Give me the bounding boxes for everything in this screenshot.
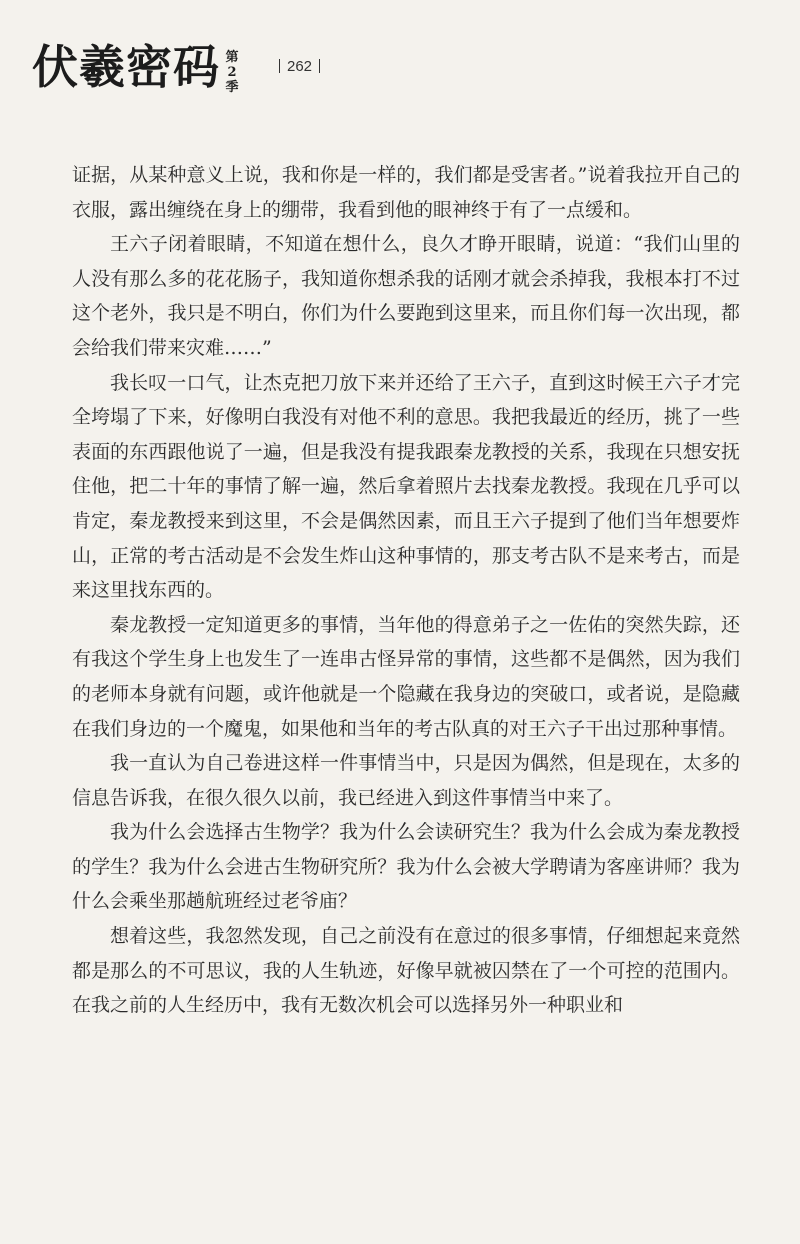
season-label: 第2季 (225, 50, 239, 95)
paragraph: 我长叹一口气，让杰克把刀放下来并还给了王六子，直到这时候王六子才完全垮塌了下来，好像明白我没有对他不利的意思。我把我最近的经历，挑了一些表面的东西跟他说了一遍，但是我没有提我跟秦龙教授的关系，我现在只想安抚住他，把二十年的事情了解一遍，然后拿着照片去找秦龙教授。我现在几乎可以肯定，秦龙教授来到这里，不会是偶然因素，而且王六子提到了他们当年想要炸山，正常的考古活动是不会发生炸山这种事情的，那支考古队不是来考古，而是来这里找东西的。 (72, 371, 740, 602)
paragraph: 证据，从某种意义上说，我和你是一样的，我们都是受害者。”说着我拉开自己的衣服，露出缠绕在身上的绷带，我看到他的眼神终于有了一点缓和。 (72, 164, 740, 221)
paragraph: 我一直认为自己卷进这样一件事情当中，只是因为偶然，但是现在，太多的信息告诉我，在很久很久以前，我已经进入到这件事情当中来了。 (72, 752, 740, 809)
page-number: 262 (287, 58, 313, 75)
body-text (72, 158, 740, 1023)
paragraph: 我为什么会选择古生物学？我为什么会读研究生？我为什么会成为秦龙教授的学生？我为什么会进古生物研究所？我为什么会被大学聘请为客座讲师？我为什么会乘坐那趟航班经过老爷庙？ (72, 821, 740, 913)
divider-left (279, 59, 280, 73)
book-title: 伏羲密码 (32, 40, 220, 94)
divider-right (319, 59, 320, 73)
paragraph: 王六子闭着眼睛，不知道在想什么，良久才睁开眼睛，说道：“我们山里的人没有那么多的花花肠子，我知道你想杀我的话刚才就会杀掉我，我根本打不过这个老外，我只是不明白，你们为什么要跑到这里来，而且你们每一次出现，都会给我们带来灾难……” (72, 233, 740, 359)
page-header (32, 40, 772, 100)
paragraph: 秦龙教授一定知道更多的事情，当年他的得意弟子之一佐佑的突然失踪，还有我这个学生身上也发生了一连串古怪异常的事情，这些都不是偶然，因为我们的老师本身就有问题，或许他就是一个隐藏在我身边的突破口，或者说，是隐藏在我们身边的一个魔鬼，如果他和当年的考古队真的对王六子干出过那种事情。 (72, 613, 740, 740)
paragraph: 想着这些，我忽然发现，自己之前没有在意过的很多事情，仔细想起来竟然都是那么的不可思议，我的人生轨迹，好像早就被囚禁在了一个可控的范围内。在我之前的人生经历中，我有无数次机会可以选择另外一种职业和 (72, 925, 740, 1017)
page-number-group (272, 58, 327, 75)
